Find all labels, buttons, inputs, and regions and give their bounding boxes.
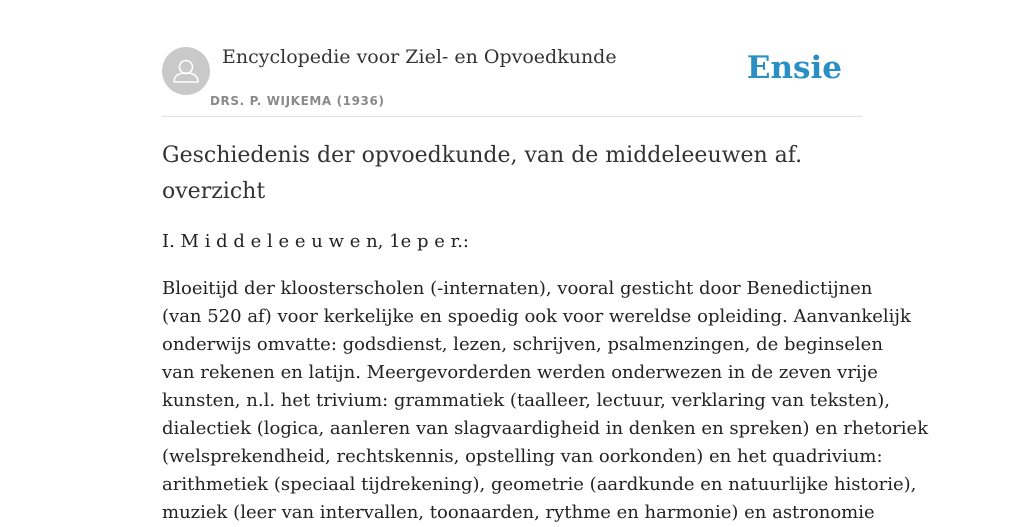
article-body [162,275,929,527]
body-line: dialectiek (logica, aanleren van slagvaardigheid in denken en spreken) en rhetoriek [162,418,929,439]
body-line: onderwijs omvatte: godsdienst, lezen, schrijven, psalmenzingen, de beginselen [162,334,883,355]
body-line: van rekenen en latijn. Meergevorderden werden onderwezen in de zeven vrije [162,362,878,383]
header [162,0,862,117]
body-line: (van 520 af) voor kerkelijke en spoedig ook voor wereldse opleiding. Aanvankelijk [162,306,911,327]
ensie-logo[interactable]: Ensie [746,50,842,86]
body-line: arithmetiek (speciaal tijdrekening), geometrie (aardkunde en natuurlijke historie), [162,474,917,495]
body-line: Bloeitijd der kloosterscholen (-internaten), vooral gesticht door Benedictijnen [162,278,873,299]
body-line: muziek (leer van intervallen, toonaarden, rythme en harmonie) en astronomie [162,502,875,523]
body-line: kunsten, n.l. het trivium: grammatiek (taalleer, lectuur, verklaring van teksten), [162,390,891,411]
section-heading: I. M i d d e l e e u w e n, 1e p e r.: [162,231,469,252]
avatar[interactable] [162,47,210,95]
author-name[interactable]: DRS. P. WIJKEMA (1936) [210,94,385,108]
body-line: (welsprekendheid, rechtskennis, opstelling van oorkonden) en het quadrivium: [162,446,883,467]
article-title: Geschiedenis der opvoedkunde, van de middeleeuwen af. overzicht [162,143,803,204]
page [162,0,929,523]
book-title[interactable]: Encyclopedie voor Ziel- en Opvoedkunde [222,46,617,68]
user-icon [162,47,210,95]
